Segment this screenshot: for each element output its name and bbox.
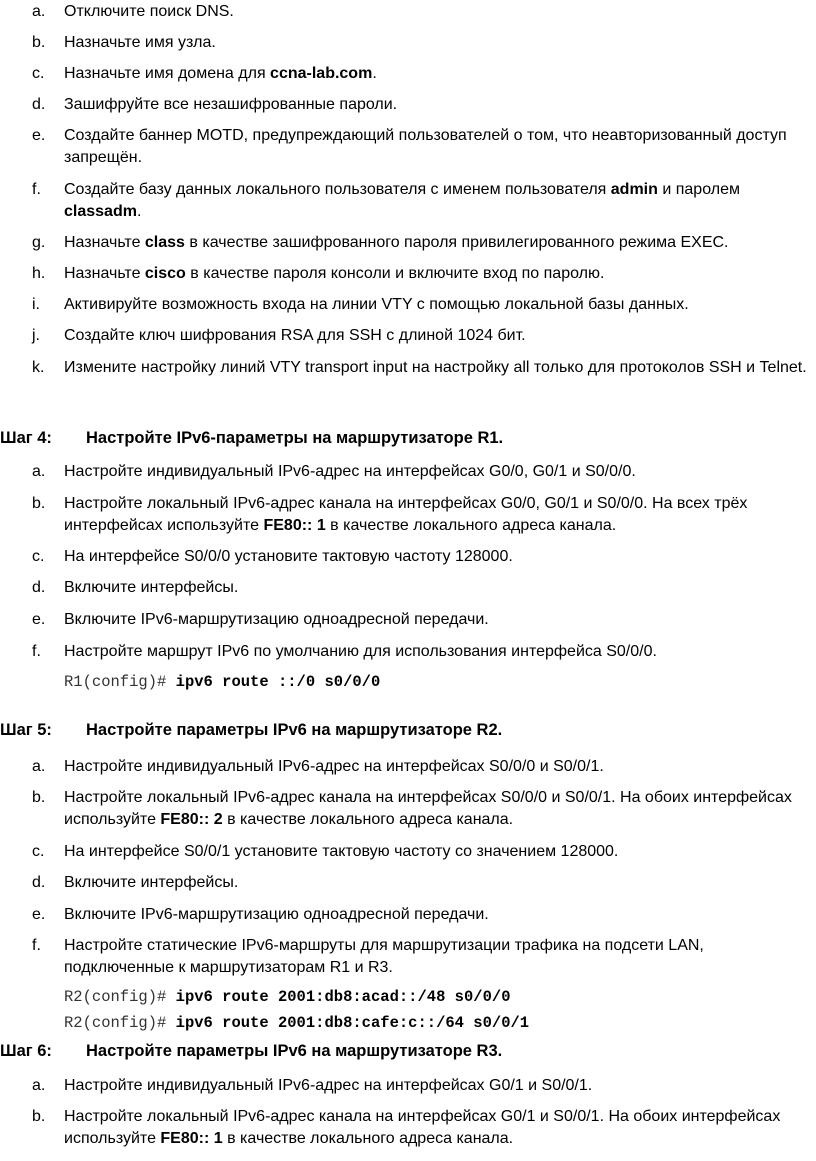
text-run: Включите IPv6-маршрутизацию одноадресной передачи. bbox=[64, 611, 489, 628]
item-letter: f. bbox=[32, 643, 41, 660]
text-run: в качестве локального адреса канала. bbox=[325, 517, 617, 534]
item-letter: f. bbox=[32, 181, 41, 198]
item-letter: c. bbox=[32, 548, 45, 565]
emphasis-text: class bbox=[144, 234, 185, 251]
item-text bbox=[64, 935, 816, 979]
text-run: Включите IPv6-маршрутизацию одноадресной передачи. bbox=[64, 906, 489, 923]
text-run: Назначьте имя узла. bbox=[64, 34, 216, 51]
text-run: Назначьте bbox=[64, 234, 145, 251]
item-text bbox=[64, 904, 816, 926]
text-run: Назначьте имя домена для bbox=[64, 65, 271, 82]
item-letter: c. bbox=[32, 65, 45, 82]
item-letter: b. bbox=[32, 34, 46, 51]
text-run: Отключите поиск DNS. bbox=[64, 3, 234, 20]
cli-command-text: ipv6 route 2001:db8:acad::/48 s0/0/0 bbox=[175, 988, 511, 1006]
text-run: Назначьте bbox=[64, 265, 145, 282]
text-run: в качестве зашифрованного пароля привилегированного режима EXEC. bbox=[184, 234, 729, 251]
text-run: На интерфейсе S0/0/0 установите тактовую частоту 128000. bbox=[64, 548, 513, 565]
item-text bbox=[64, 841, 816, 863]
item-text bbox=[64, 32, 816, 54]
item-text bbox=[64, 125, 816, 169]
text-run: в качестве локального адреса канала. bbox=[222, 811, 514, 828]
item-text bbox=[64, 546, 816, 568]
text-run: Включите интерфейсы. bbox=[64, 874, 239, 891]
text-run: Настройте индивидуальный IPv6-адрес на интерфейсах G0/1 и S0/0/1. bbox=[64, 1077, 593, 1094]
item-text bbox=[64, 1075, 816, 1097]
item-text bbox=[64, 232, 816, 254]
item-text bbox=[64, 577, 816, 599]
cli-command-text: ipv6 route 2001:db8:cafe:c::/64 s0/0/1 bbox=[175, 1014, 530, 1032]
item-letter: h. bbox=[32, 265, 46, 282]
step-title: Настройте параметры IPv6 на маршрутизаторе R2. bbox=[86, 721, 503, 739]
emphasis-text: FE80:: 1 bbox=[263, 517, 326, 534]
item-text bbox=[64, 461, 816, 483]
text-run: в качестве локального адреса канала. bbox=[222, 1130, 514, 1147]
item-text bbox=[64, 1, 816, 23]
emphasis-text: FE80:: 2 bbox=[160, 811, 223, 828]
text-run: в качестве пароля консоли и включите вход по паролю. bbox=[185, 265, 605, 282]
item-text bbox=[64, 1106, 816, 1150]
emphasis-text: admin bbox=[610, 181, 658, 198]
item-letter: a. bbox=[32, 1077, 46, 1094]
cli-command-text: ipv6 route ::/0 s0/0/0 bbox=[175, 673, 381, 691]
item-letter: e. bbox=[32, 906, 46, 923]
text-run: и паролем bbox=[657, 181, 740, 198]
item-letter: a. bbox=[32, 3, 46, 20]
text-run: Активируйте возможность входа на линии VTY с помощью локальной базы данных. bbox=[64, 296, 689, 313]
item-letter: j. bbox=[32, 327, 40, 344]
item-letter: b. bbox=[32, 1108, 46, 1125]
text-run: Настройте локальный IPv6-адрес канала на интерфейсах G0/1 и S0/0/1. На обоих интерфейсах используйте bbox=[64, 1108, 781, 1147]
item-letter: b. bbox=[32, 495, 46, 512]
text-run: На интерфейсе S0/0/1 установите тактовую частоту со значением 128000. bbox=[64, 843, 619, 860]
text-run: Зашифруйте все незашифрованные пароли. bbox=[64, 96, 398, 113]
text-run: Настройте индивидуальный IPv6-адрес на интерфейсах S0/0/0 и S0/0/1. bbox=[64, 758, 604, 775]
text-run: Настройте маршрут IPv6 по умолчанию для использования интерфейса S0/0/0. bbox=[64, 643, 657, 660]
item-letter: e. bbox=[32, 127, 46, 144]
text-run: Настройте локальный IPv6-адрес канала на интерфейсах G0/0, G0/1 и S0/0/0. На всех трёх интерфейсах используйте bbox=[64, 495, 748, 534]
step-title: Настройте параметры IPv6 на маршрутизаторе R3. bbox=[86, 1042, 503, 1060]
item-letter: i. bbox=[32, 296, 40, 313]
item-text bbox=[64, 63, 816, 85]
item-letter: g. bbox=[32, 234, 46, 251]
item-text bbox=[64, 94, 816, 116]
emphasis-text: FE80:: 1 bbox=[160, 1130, 223, 1147]
item-text bbox=[64, 872, 816, 894]
cli-prompt: R2(config)# bbox=[64, 1014, 167, 1032]
step-number: Шаг 4: bbox=[0, 429, 52, 447]
item-text bbox=[64, 357, 816, 379]
text-run: Создайте базу данных локального пользователя с именем пользователя bbox=[64, 181, 611, 198]
item-text bbox=[64, 493, 816, 537]
cli-prompt: R2(config)# bbox=[64, 988, 167, 1006]
text-run: Создайте баннер MOTD, предупреждающий пользователей о том, что неавторизованный доступ запрещён. bbox=[64, 127, 787, 166]
text-run: Создайте ключ шифрования RSA для SSH с длиной 1024 бит. bbox=[64, 327, 526, 344]
emphasis-text: ccna-lab.com bbox=[270, 65, 373, 82]
step-number: Шаг 5: bbox=[0, 721, 52, 739]
item-text bbox=[64, 294, 816, 316]
text-run: Настройте статические IPv6-маршруты для маршрутизации трафика на подсети LAN, подключенные к маршрутизаторам R1 и R3. bbox=[64, 937, 704, 976]
step-title: Настройте IPv6-параметры на маршрутизаторе R1. bbox=[86, 429, 504, 447]
item-text bbox=[64, 179, 816, 223]
emphasis-text: cisco bbox=[144, 265, 186, 282]
item-text bbox=[64, 263, 816, 285]
item-letter: e. bbox=[32, 611, 46, 628]
cli-prompt: R1(config)# bbox=[64, 673, 167, 691]
text-run: Настройте локальный IPv6-адрес канала на интерфейсах S0/0/0 и S0/0/1. На обоих интерфейсах используйте bbox=[64, 789, 792, 828]
item-text bbox=[64, 787, 816, 831]
text-run: Измените настройку линий VTY transport input на настройку all только для протоколов SSH и Telnet. bbox=[64, 359, 807, 376]
item-text bbox=[64, 756, 816, 778]
text-run: Включите интерфейсы. bbox=[64, 579, 239, 596]
item-text bbox=[64, 325, 816, 347]
cli-command bbox=[64, 671, 380, 693]
cli-command bbox=[64, 1012, 529, 1034]
text-run: . bbox=[136, 203, 142, 220]
text-run: Настройте индивидуальный IPv6-адрес на интерфейсах G0/0, G0/1 и S0/0/0. bbox=[64, 463, 636, 480]
text-run: . bbox=[372, 65, 377, 82]
cli-command bbox=[64, 986, 511, 1008]
item-letter: d. bbox=[32, 874, 46, 891]
item-letter: k. bbox=[32, 359, 45, 376]
item-letter: d. bbox=[32, 579, 46, 596]
item-letter: c. bbox=[32, 843, 45, 860]
step-number: Шаг 6: bbox=[0, 1042, 52, 1060]
item-text bbox=[64, 641, 816, 663]
emphasis-text: classadm bbox=[64, 203, 137, 220]
item-letter: a. bbox=[32, 463, 46, 480]
item-letter: b. bbox=[32, 789, 46, 806]
item-letter: f. bbox=[32, 937, 41, 954]
item-text bbox=[64, 609, 816, 631]
item-letter: a. bbox=[32, 758, 46, 775]
item-letter: d. bbox=[32, 96, 46, 113]
